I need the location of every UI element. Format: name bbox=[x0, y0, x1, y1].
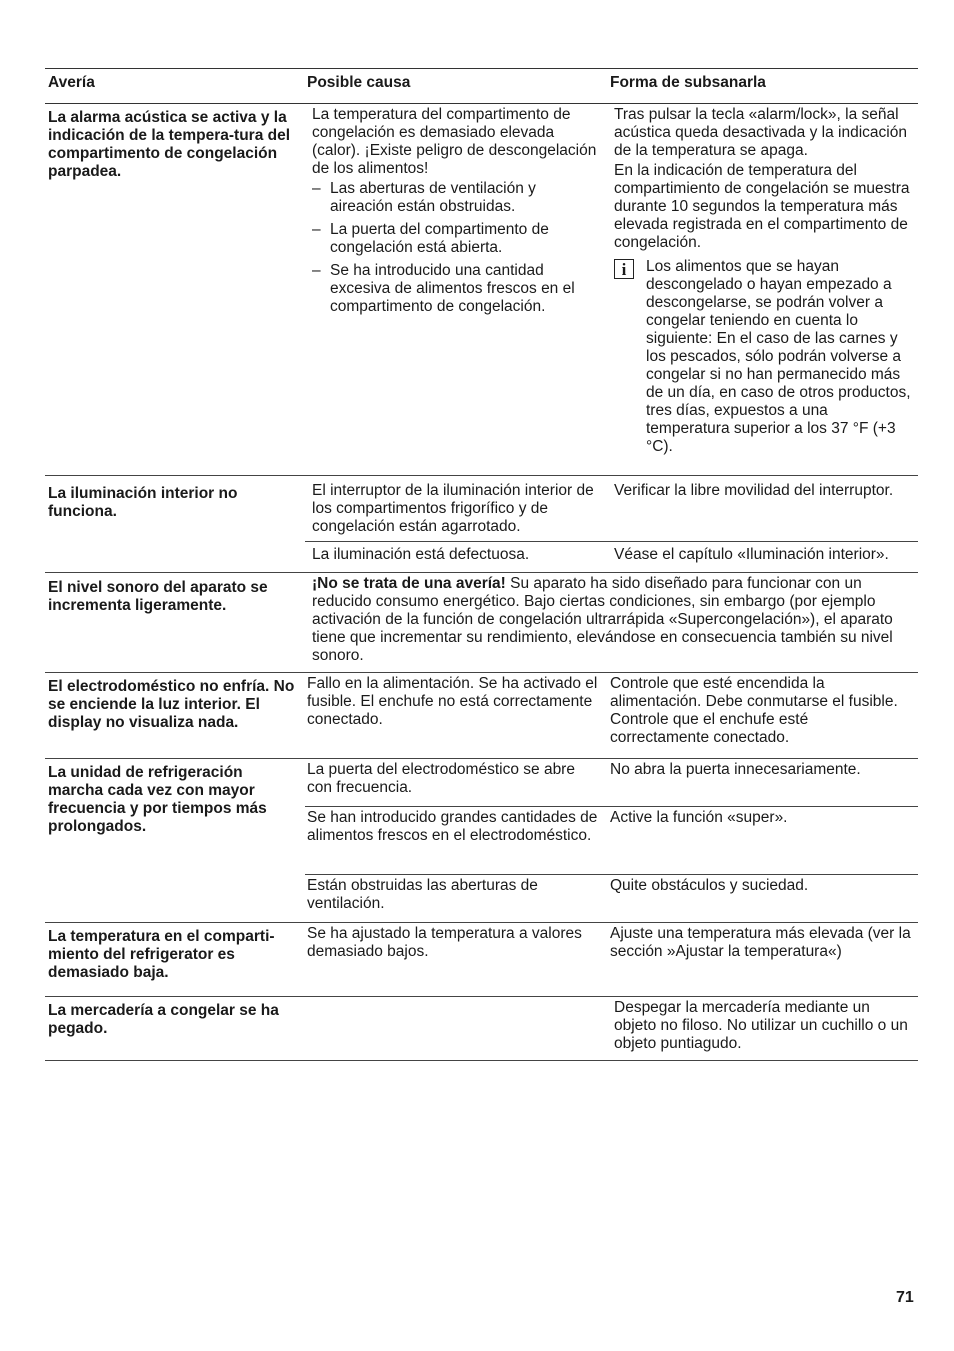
row2-fault: La iluminación interior no funciona. bbox=[48, 485, 238, 520]
row7-fault: La mercadería a congelar se ha pegado. bbox=[48, 1002, 279, 1037]
header-fault: Avería bbox=[48, 74, 95, 91]
row1-remedy-note bbox=[614, 258, 912, 456]
row1-cause-item: – La puerta del compartimento de congelación está abierta. bbox=[312, 221, 600, 257]
row1-remedy-p1: Tras pulsar la tecla «alarm/lock», la señal acústica queda desactivada y la indicación de la temperatura se apaga. bbox=[614, 106, 907, 159]
row3-text bbox=[312, 575, 908, 665]
page-number: 71 bbox=[896, 1289, 914, 1306]
row5-remedy-3: Quite obstáculos y suciedad. bbox=[610, 877, 809, 894]
row2-remedy-1: Verificar la libre movilidad del interruptor. bbox=[614, 482, 894, 499]
row2-cause-1: El interruptor de la iluminación interior de los compartimentos frigorífico y de congelación están agarrotado. bbox=[312, 482, 594, 535]
header-bottom-rule bbox=[45, 103, 918, 104]
row1-cause-item: – Se ha introducido una cantidad excesiva de alimentos frescos en el compartimento de congelación. bbox=[312, 262, 600, 316]
row2-remedy-2: Véase el capítulo «Iluminación interior». bbox=[614, 546, 889, 563]
row4-cause: Fallo en la alimentación. Se ha activado el fusible. El enchufe no está correctamente conectado. bbox=[307, 675, 598, 728]
row-divider bbox=[45, 996, 918, 997]
row5-cause-1: La puerta del electrodoméstico se abre con frecuencia. bbox=[307, 761, 575, 796]
row5-cause-2: Se han introducido grandes cantidades de alimentos frescos en el electrodoméstico. bbox=[307, 809, 598, 844]
row1-fault: La alarma acústica se activa y la indicación de la tempera-tura del compartimento de congelación parpadea. bbox=[48, 109, 291, 180]
header-remedy: Forma de subsanarla bbox=[610, 74, 766, 91]
row1-remedy bbox=[614, 106, 912, 456]
info-icon: i bbox=[614, 259, 634, 279]
row1-remedy-p2: En la indicación de temperatura del compartimiento de congelación se muestra durante 10 segundos la temperatura más elevada registrada en el compartimento de congelación. bbox=[614, 162, 910, 251]
row6-fault: La temperatura en el comparti-miento del refrigerator es demasiado baja. bbox=[48, 928, 275, 981]
row-divider bbox=[45, 922, 918, 923]
row-divider bbox=[45, 672, 918, 673]
row-divider bbox=[45, 475, 918, 476]
row5-cause-3: Están obstruidas las aberturas de ventilación. bbox=[307, 877, 538, 912]
row2-cause-2: La iluminación está defectuosa. bbox=[312, 546, 530, 563]
row1-cause bbox=[312, 106, 600, 316]
row3-bold-lead: ¡No se trata de una avería! bbox=[312, 575, 506, 592]
row3-body: Su aparato ha sido diseñado para funcionar con un reducido consumo energético. Bajo ciertas condiciones, sin embargo (por ejemplo activación de la función de congelación ultrarrápida «Supercongelación»), el aparato tiene que incrementar su rendimiento, elevándose en consecuencia también su nivel sonoro. bbox=[312, 575, 893, 664]
row6-cause: Se ha ajustado la temperatura a valores demasiado bajos. bbox=[307, 925, 582, 960]
table-bottom-rule bbox=[45, 1060, 918, 1061]
row4-remedy: Controle que esté encendida la alimentación. Debe conmutarse el fusible. Controle que el enchufe esté correctamente conectado. bbox=[610, 675, 898, 746]
row3-fault: El nivel sonoro del aparato se incrementa ligeramente. bbox=[48, 579, 268, 614]
table-top-rule bbox=[45, 68, 918, 69]
row5-fault: La unidad de refrigeración marcha cada vez con mayor frecuencia y por tiempos más prolongados. bbox=[48, 764, 267, 835]
row1-cause-intro: La temperatura del compartimento de congelación es demasiado elevada (calor). ¡Existe peligro de descongelación de los alimentos! bbox=[312, 106, 597, 177]
row4-fault: El electrodoméstico no enfría. No se enciende la luz interior. El display no visualiza nada. bbox=[48, 678, 295, 731]
row5-remedy-1: No abra la puerta innecesariamente. bbox=[610, 761, 861, 778]
row7-remedy: Despegar la mercadería mediante un objeto no filoso. No utilizar un cuchillo o un objeto puntiagudo. bbox=[614, 999, 908, 1052]
header-cause: Posible causa bbox=[307, 74, 411, 91]
row6-remedy: Ajuste una temperatura más elevada (ver la sección »Ajustar la temperatura«) bbox=[610, 925, 911, 960]
sub-row-divider bbox=[305, 874, 918, 875]
row5-remedy-2: Active la función «super». bbox=[610, 809, 788, 826]
sub-row-divider bbox=[305, 806, 918, 807]
row1-cause-item: – Las aberturas de ventilación y aireación están obstruidas. bbox=[312, 180, 600, 216]
row-divider bbox=[45, 572, 918, 573]
sub-row-divider bbox=[305, 541, 918, 542]
row1-remedy-note-text: Los alimentos que se hayan descongelado o hayan empezado a descongelarse, se podrán volver a congelar teniendo en cuenta lo siguiente: En el caso de las carnes y los pescados, sólo podrán volverse a congelar si no han permanecido más de un día, en caso de otros productos, tres días, expuestos a una temperatura superior a los 37 °F (+3 °C). bbox=[646, 258, 911, 455]
row-divider bbox=[45, 758, 918, 759]
